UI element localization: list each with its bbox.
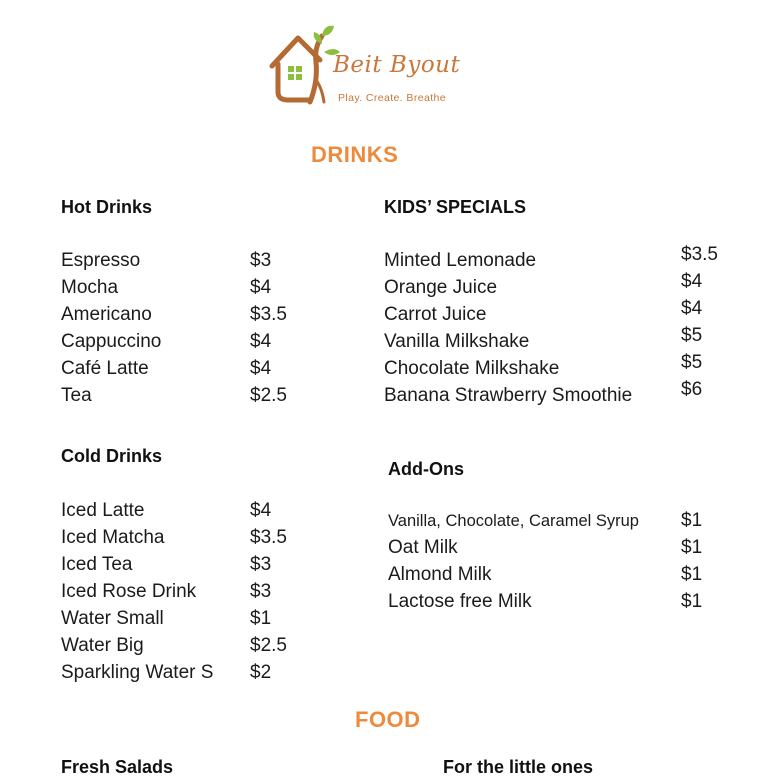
item-price: $3.5: [250, 527, 287, 548]
item-price: $1: [250, 608, 272, 629]
item-price: $1: [681, 591, 703, 612]
list-item: [61, 632, 321, 659]
list-item: [61, 382, 321, 409]
item-price: $5: [681, 325, 703, 346]
item-name: Chocolate Milkshake: [384, 358, 560, 379]
list-item: [61, 247, 321, 274]
list-item: [388, 561, 728, 588]
list-item: [61, 497, 321, 524]
item-name: Water Big: [61, 635, 144, 656]
list-item: [388, 507, 728, 534]
brand-name: Beit Byout: [333, 52, 461, 78]
list-item: [61, 659, 321, 686]
item-name: Americano: [61, 304, 152, 325]
list-item: [61, 605, 321, 632]
item-price: $4: [681, 271, 703, 292]
list-item: [61, 328, 321, 355]
item-price: $4: [250, 500, 272, 521]
item-name: Mocha: [61, 277, 119, 298]
list-item: [384, 379, 744, 409]
item-price: $3: [250, 554, 272, 575]
brand-tagline: Play. Create. Breathe: [338, 92, 447, 104]
item-name: Water Small: [61, 608, 164, 629]
list-item: [61, 355, 321, 382]
item-price: $1: [681, 537, 703, 558]
item-name: Vanilla Milkshake: [384, 331, 530, 352]
item-price: $4: [250, 277, 272, 298]
item-name: Vanilla, Chocolate, Caramel Syrup: [388, 512, 639, 530]
add-ons-title: Add-Ons: [388, 459, 464, 479]
item-price: $4: [681, 298, 703, 319]
item-price: $3.5: [681, 244, 718, 265]
item-name: Minted Lemonade: [384, 250, 537, 271]
list-item: [61, 301, 321, 328]
list-item: [61, 524, 321, 551]
item-price: $2.5: [250, 635, 287, 656]
item-name: Iced Matcha: [61, 527, 165, 548]
item-name: Sparkling Water S: [61, 662, 214, 683]
little-ones-title: For the little ones: [443, 757, 594, 777]
list-item: [388, 534, 728, 561]
hot-drinks-list: [61, 247, 321, 409]
item-name: Lactose free Milk: [388, 591, 532, 612]
item-name: Cappuccino: [61, 331, 162, 352]
item-price: $2: [250, 662, 272, 683]
list-item: [61, 274, 321, 301]
item-price: $3: [250, 250, 272, 271]
list-item: [61, 578, 321, 605]
item-price: $2.5: [250, 385, 287, 406]
item-price: $4: [250, 331, 272, 352]
list-item: [388, 588, 728, 615]
item-price: $3: [250, 581, 272, 602]
item-name: Oat Milk: [388, 537, 458, 558]
drinks-section-title: DRINKS: [311, 142, 399, 167]
item-name: Orange Juice: [384, 277, 498, 298]
item-name: Iced Tea: [61, 554, 133, 575]
cold-drinks-title: Cold Drinks: [61, 446, 163, 466]
list-item: [61, 551, 321, 578]
item-price: $3.5: [250, 304, 287, 325]
item-name: Carrot Juice: [384, 304, 487, 325]
fresh-salads-title: Fresh Salads: [61, 757, 174, 777]
item-price: $1: [681, 564, 703, 585]
item-price: $4: [250, 358, 272, 379]
item-name: Café Latte: [61, 358, 149, 379]
item-price: $6: [681, 379, 703, 400]
item-price: $1: [681, 510, 703, 531]
kids-specials-list: [384, 244, 744, 409]
item-price: $5: [681, 352, 703, 373]
item-name: Espresso: [61, 250, 141, 271]
kids-specials-title: KIDS’ SPECIALS: [384, 197, 527, 217]
food-section-title: FOOD: [355, 707, 421, 732]
add-ons-list: [388, 507, 728, 615]
item-name: Iced Latte: [61, 500, 145, 521]
item-name: Almond Milk: [388, 564, 492, 585]
item-name: Banana Strawberry Smoothie: [384, 385, 633, 406]
item-name: Iced Rose Drink: [61, 581, 197, 602]
item-name: Tea: [61, 385, 92, 406]
cold-drinks-list: [61, 497, 321, 686]
hot-drinks-title: Hot Drinks: [61, 197, 153, 217]
